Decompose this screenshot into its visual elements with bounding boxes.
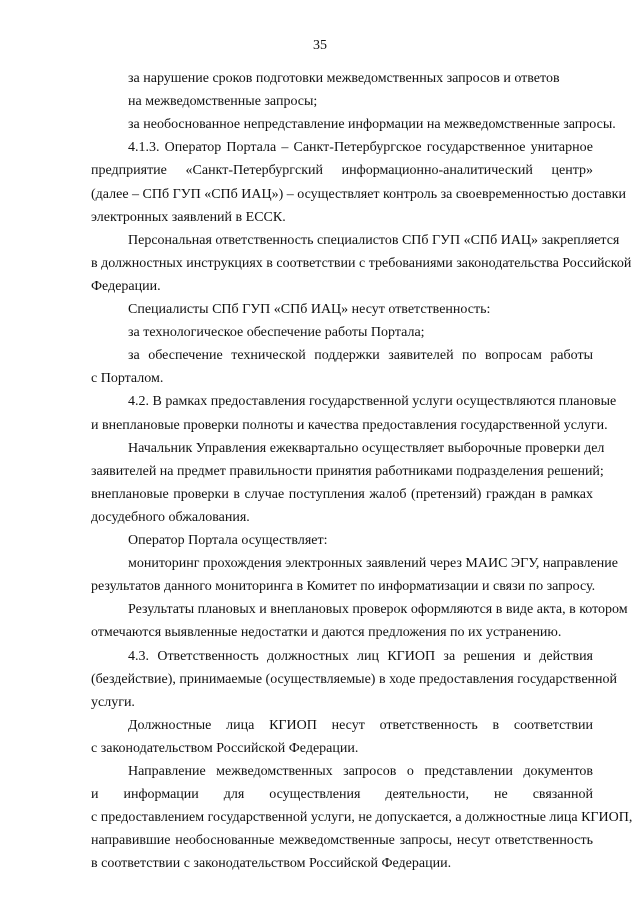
text-line: Результаты плановых и внеплановых проверок оформляются в виде акта, в котором: [128, 602, 628, 618]
text-line: внеплановые проверки в случае поступления жалоб (претензий) граждан в рамках: [91, 486, 593, 502]
text-line: 4.2. В рамках предоставления государственной услуги осуществляются плановые: [128, 394, 617, 410]
text-line: Специалисты СПб ГУП «СПб ИАЦ» несут ответственность:: [128, 302, 491, 317]
text-line: 4.1.3. Оператор Портала – Санкт-Петербургское государственное унитарное: [128, 140, 593, 156]
text-line: и информации для осуществления деятельности, не связанной: [91, 787, 593, 803]
text-line: с Порталом.: [91, 371, 164, 387]
text-line: Направление межведомственных запросов о представлении документов: [128, 764, 593, 779]
text-line: заявителей на предмет правильности принятия работниками подразделения решений;: [91, 463, 604, 479]
text-line: (далее – СПб ГУП «СПб ИАЦ») – осуществляет контроль за своевременностью доставки: [91, 186, 626, 202]
text-line: на межведомственные запросы;: [128, 94, 318, 110]
text-line: направившие необоснованные межведомственные запросы, несут ответственность: [91, 833, 593, 849]
text-line: электронных заявлений в ЕССК.: [91, 209, 286, 225]
text-line: (бездействие), принимаемые (осуществляемые) в ходе предоставления государственной: [91, 671, 618, 687]
text-line: и внеплановые проверки полноты и качества предоставления государственной услуги.: [91, 417, 608, 433]
text-line: Федерации.: [91, 278, 161, 294]
text-line: услуги.: [91, 694, 135, 710]
text-line: результатов данного мониторинга в Комитет по информатизации и связи по запросу.: [91, 579, 596, 595]
text-line: мониторинг прохождения электронных заявлений через МАИС ЭГУ, направление: [128, 556, 618, 572]
text-line: за технологическое обеспечение работы Портала;: [128, 325, 425, 341]
text-line: в должностных инструкциях в соответствии с требованиями законодательства Российской: [91, 255, 632, 271]
page-number: 35: [313, 38, 327, 53]
text-line: Должностные лица КГИОП несут ответственность в соответствии: [128, 717, 593, 733]
text-line: в соответствии с законодательством Российской Федерации.: [91, 856, 452, 872]
text-line: досудебного обжалования.: [91, 509, 250, 525]
text-line: Начальник Управления ежеквартально осуществляет выборочные проверки дел: [128, 440, 605, 456]
text-line: отмечаются выявленные недостатки и даются предложения по их устранению.: [91, 625, 562, 641]
text-line: Персональная ответственность специалистов СПб ГУП «СПб ИАЦ» закрепляется: [128, 232, 620, 248]
text-line: Оператор Портала осуществляет:: [128, 533, 328, 548]
text-line: с законодательством Российской Федерации.: [91, 740, 359, 756]
text-line: с предоставлением государственной услуги, не допускается, а должностные лица КГИОП,: [91, 810, 633, 826]
text-line: за необоснованное непредставление информации на межведомственные запросы.: [128, 117, 616, 133]
text-line: предприятие «Санкт-Петербургский информационно-аналитический центр»: [91, 163, 593, 179]
text-line: 4.3. Ответственность должностных лиц КГИОП за решения и действия: [128, 648, 593, 664]
text-line: за обеспечение технической поддержки заявителей по вопросам работы: [128, 348, 593, 364]
text-line: за нарушение сроков подготовки межведомственных запросов и ответов: [128, 71, 560, 86]
